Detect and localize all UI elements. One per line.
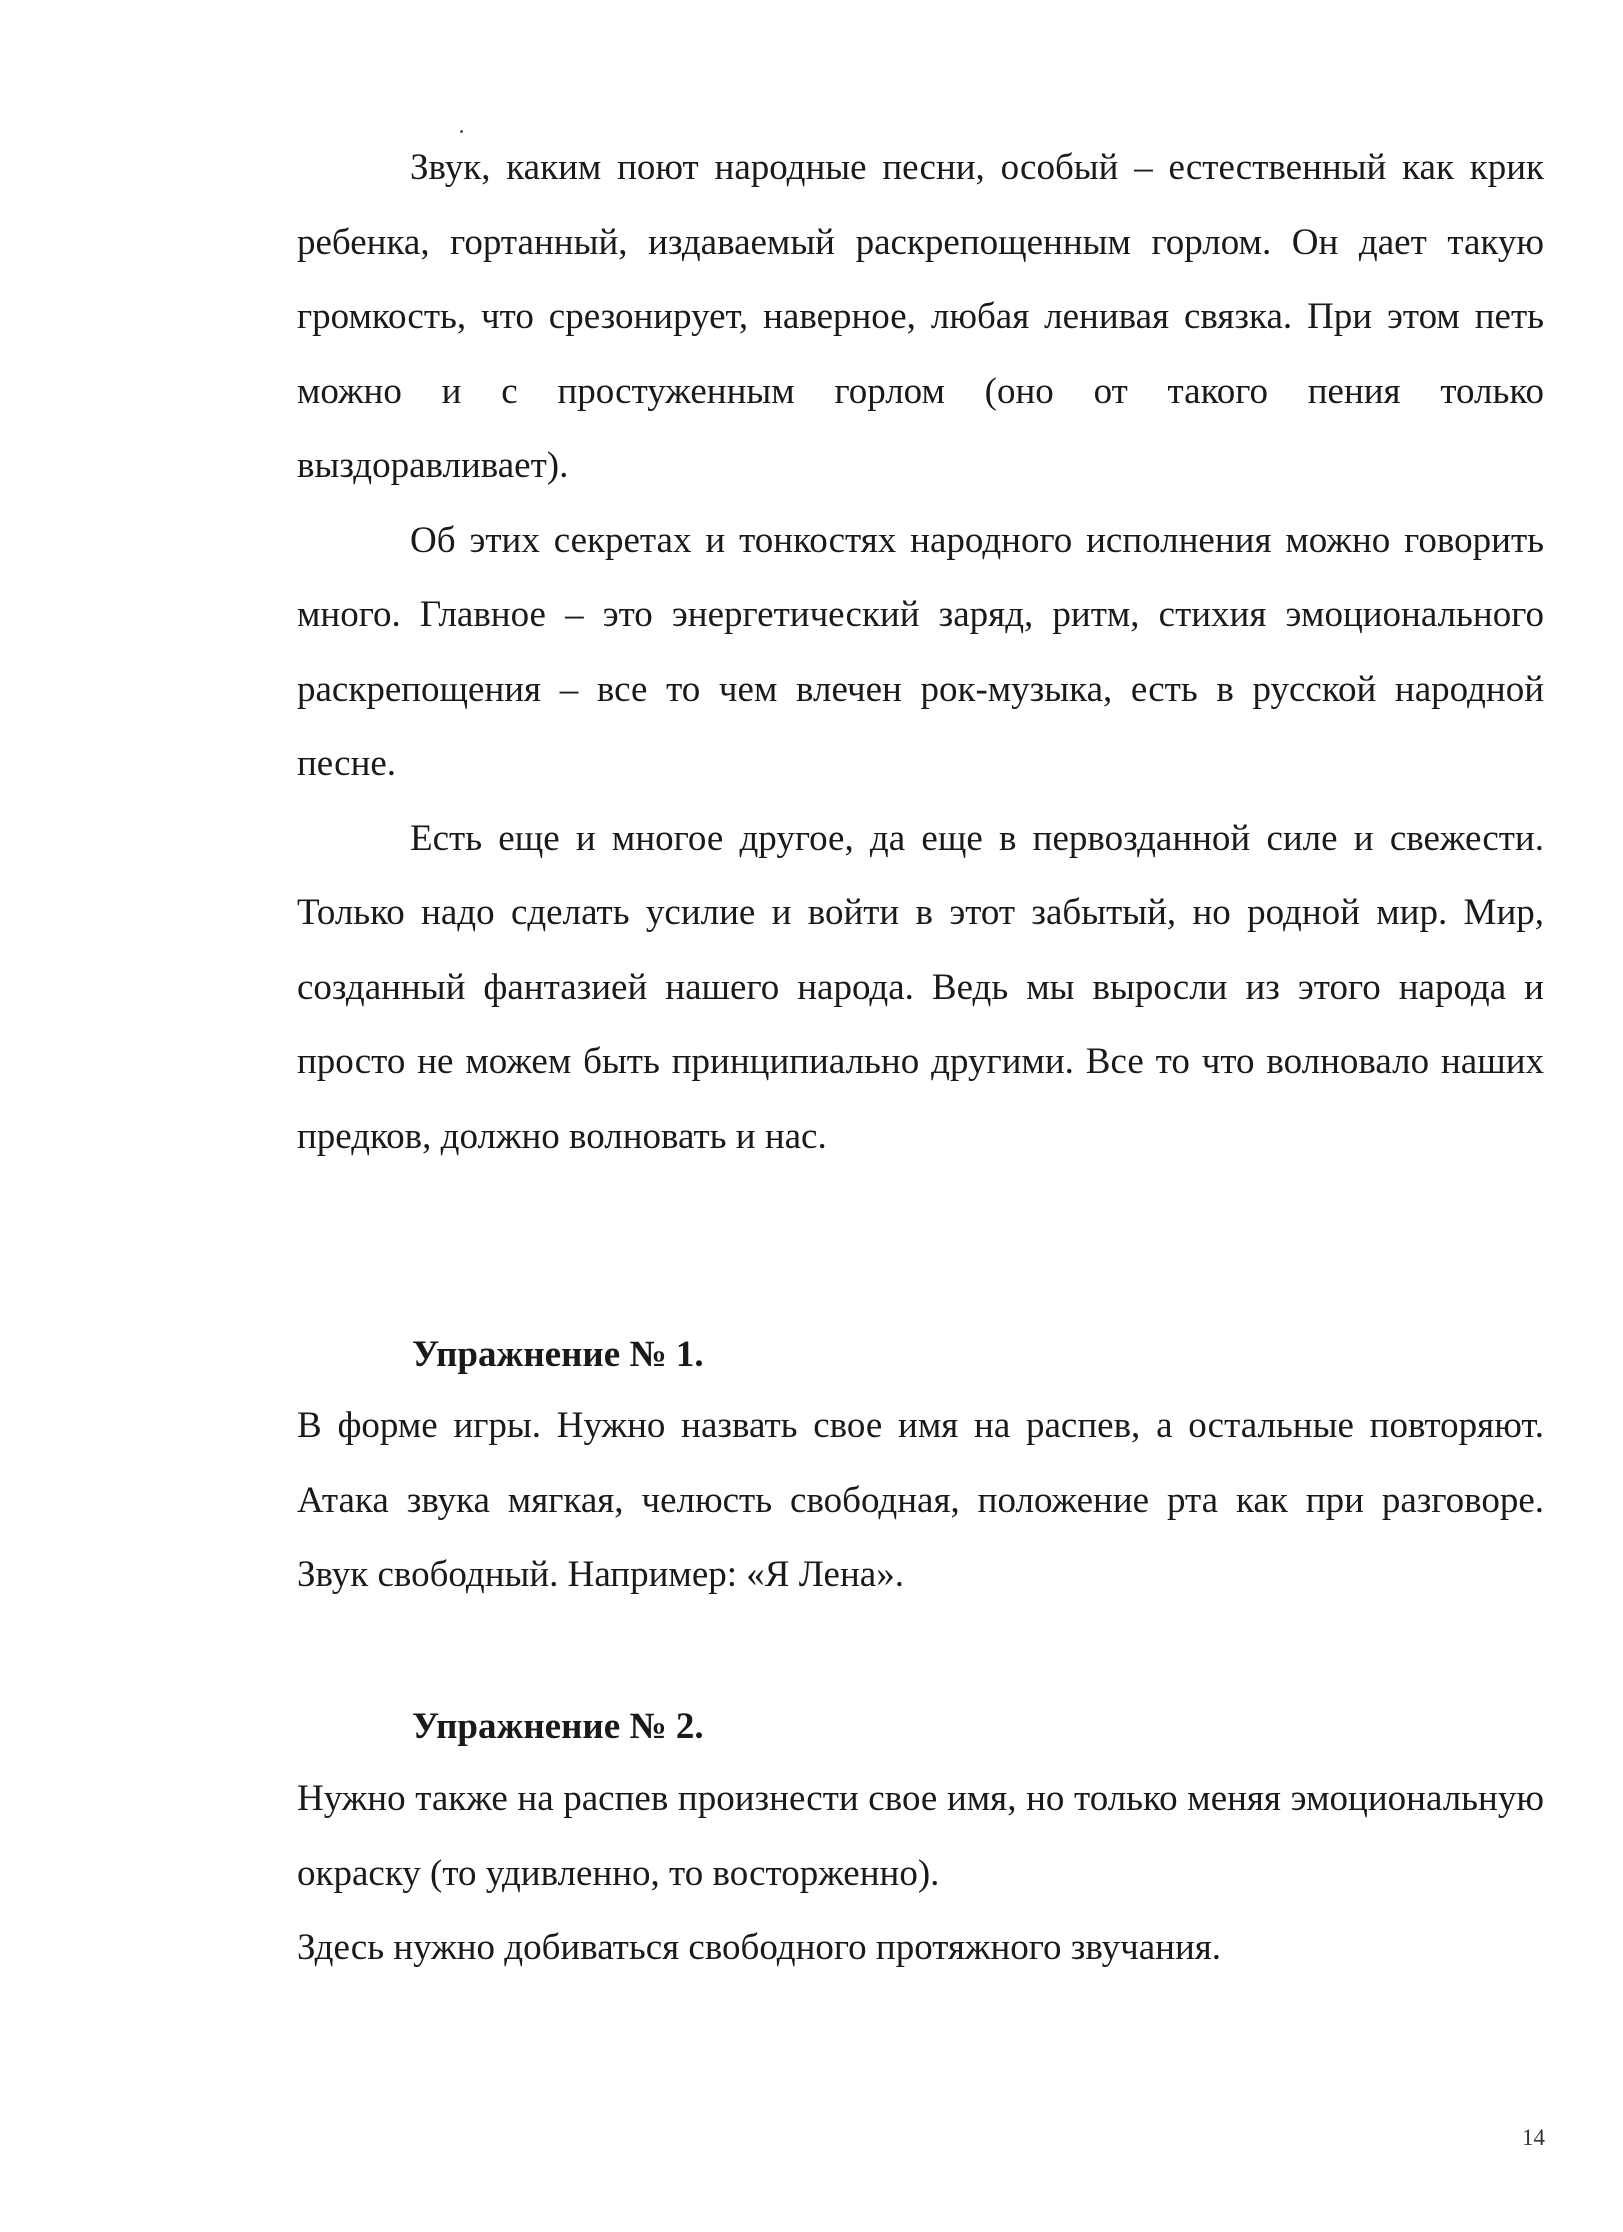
paragraph-2: Об этих секретах и тонкостях народного исполнения можно говорить много. Главное – это энергетический заряд, ритм, стихия эмоционального раскрепощения – все то чем влечен рок-музыка, есть в русской народной песне. [297,519,1544,784]
paragraph-3: Есть еще и многое другое, да еще в первозданной силе и свежести. Только надо сделать усилие и войти в этот забытый, но родной мир. Мир, созданный фантазией нашего народа. Ведь мы выросли из этого народа и просто не можем быть принципиально другими. Все то что волновало наших предков, должно волновать и нас. [297,817,1544,1157]
paragraph-1: Звук, каким поют народные песни, особый – естественный как крик ребенка, гортанный, издаваемый раскрепощенным горлом. Он дает такую громкость, что срезонирует, наверное, любая ленивая связка. При этом петь можно и с простуженным горлом (оно от такого пения только выздоравливает). [297,147,1544,486]
exercise-1-text: В форме игры. Нужно назвать свое имя на распев, а остальные повторяют. Атака звука мягкая, челюсть свободная, положение рта как при разговоре. Звук свободный. Например: «Я Лена». [297,1405,1544,1595]
intro-text [297,131,1544,1174]
exercise-1-body [297,1389,1544,1613]
exercise-2-body [297,1762,1544,1986]
exercise-2-text-2: Здесь нужно добиваться свободного протяжного звучания. [297,1927,1222,1968]
exercise-2-title: Упражнение № 2. [412,1706,704,1747]
exercise-2-text-1: Нужно также на распев произнести свое имя, но только меняя эмоциональную окраску (то удивленно, то восторженно). [297,1778,1544,1894]
exercise-1-title: Упражнение № 1. [412,1334,704,1375]
page-number: 14 [1522,2125,1545,2150]
